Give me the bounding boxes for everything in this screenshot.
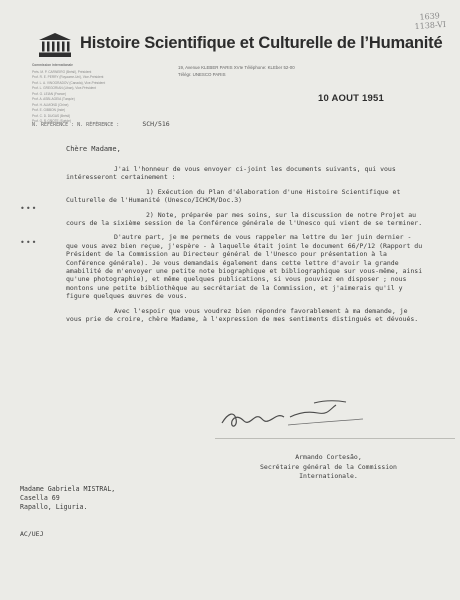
page-title: Histoire Scientifique et Culturelle de l’Humanité (80, 34, 443, 52)
reference-line (32, 120, 170, 128)
committee-member: Prof. E. GIBBON (Inde) (32, 108, 66, 112)
salutation: Chère Madame, (66, 145, 121, 153)
handwritten-note-line: 1138-VI (414, 19, 447, 32)
signer-name: Armando Cortesão, (295, 453, 362, 461)
committee-member: Prof. R. E. PERRY (Royaume-Uni), Vice-Président (32, 75, 104, 79)
paragraph (66, 211, 426, 228)
committee-member: Prof. L. A. VINOGRADOV (Canada), Vice-Président (32, 80, 106, 85)
recipient-address (20, 485, 115, 513)
date-stamp: 10 AOUT 1951 (318, 93, 384, 104)
paragraph-text: J'ai l'honneur de vous envoyer ci-joint les documents suivants, qui vous intéresseront certainement : (66, 165, 396, 182)
committee-member: Prof. H. ALMOND (Chine) (32, 102, 69, 107)
paragraph (66, 165, 426, 182)
handwritten-note-line: 1639 (419, 11, 441, 22)
reference-label: N. RÉFÉRENCE : N. RÉFÉRENCE : (32, 122, 120, 128)
recipient-city: Rapallo, Liguria. (20, 503, 88, 512)
margin-dots: ••• (20, 204, 38, 213)
committee-list (32, 63, 162, 125)
signer-title: Internationale. (299, 472, 358, 480)
handwritten-note (409, 11, 450, 32)
handwritten-signature (218, 395, 368, 435)
recipient-name: Madame Gabriela MISTRAL, (20, 485, 116, 493)
signer-title: Secrétaire général de la Commission (260, 462, 397, 471)
recipient-street: Casella 69 (20, 494, 60, 503)
margin-dots: ••• (20, 238, 38, 247)
letter-body (66, 165, 426, 330)
address-block (178, 64, 295, 78)
paragraph (66, 307, 426, 324)
committee-member: Prof. A. ASBI-AGEIA (Turquie) (32, 97, 75, 101)
paragraph (66, 188, 426, 205)
signer-block (260, 453, 397, 482)
committee-member: Prof. L. GREGORIAN (Liban), Vice-Président (32, 86, 96, 90)
committee-member: Prés. M. P. CARNEIRO (Brésil), Président (32, 69, 92, 74)
paragraph-text: 2) Note, préparée par mes soins, sur la discussion de notre Projet au cours de la sixième session de la Conférence générale de l'Unesco qui vient de se terminer. (66, 210, 423, 228)
paragraph (66, 233, 426, 300)
unesco-logo (38, 32, 72, 58)
committee-member: Prof. G. LEIAN (France) (32, 91, 67, 96)
typist-initials: AC/UEJ (20, 530, 44, 538)
reference-number: SCH/516 (142, 120, 170, 128)
committee-member: Prof. C. D. DUGAS (Brésil) (32, 113, 71, 118)
committee-heading: Commission internationale (32, 63, 73, 67)
signature-rule (215, 438, 455, 439)
paragraph-text: D'autre part, je me permets de vous rappeler ma lettre du 1er juin dernier - que vous avez bien reçue, j'espère - à laquelle était joint le document 66/P/12 (Rapport du Président de la Commission au Directeur général de l'Unesco pour présentation à la Conférence générale). Je vous demandais également dans cette lettre d'avoir la grande amabilité de m'envoyer une petite note biographique et bibliographique sur vous-même, ainsi qu'une photographie), et même quelques publications, si vous pouviez en disposer ; nous montons une petite bibliothèque au secrétariat de la Commission, et j'aimerais qu'il y figure quelques œuvres de vous. (66, 233, 423, 301)
address-line: Télégr. UNESCO PARIS (178, 72, 226, 77)
address-line: 19, Avenue KLEBER PARIS XVIe Téléphone: KLEber 52-00 (178, 65, 295, 70)
paragraph-text: 1) Exécution du Plan d'élaboration d'une Histoire Scientifique et Culturelle de l'Humanité (Unesco/ICHCM/Doc.3) (66, 187, 401, 205)
paragraph-text: Avec l'espoir que vous voudrez bien répondre favorablement à ma demande, je vous prie de croire, chère Madame, à l'expression de mes sentiments distingués et dévoués. (66, 306, 419, 324)
committee-member: Prof. G. P. GROTE (Suède) (32, 119, 71, 123)
